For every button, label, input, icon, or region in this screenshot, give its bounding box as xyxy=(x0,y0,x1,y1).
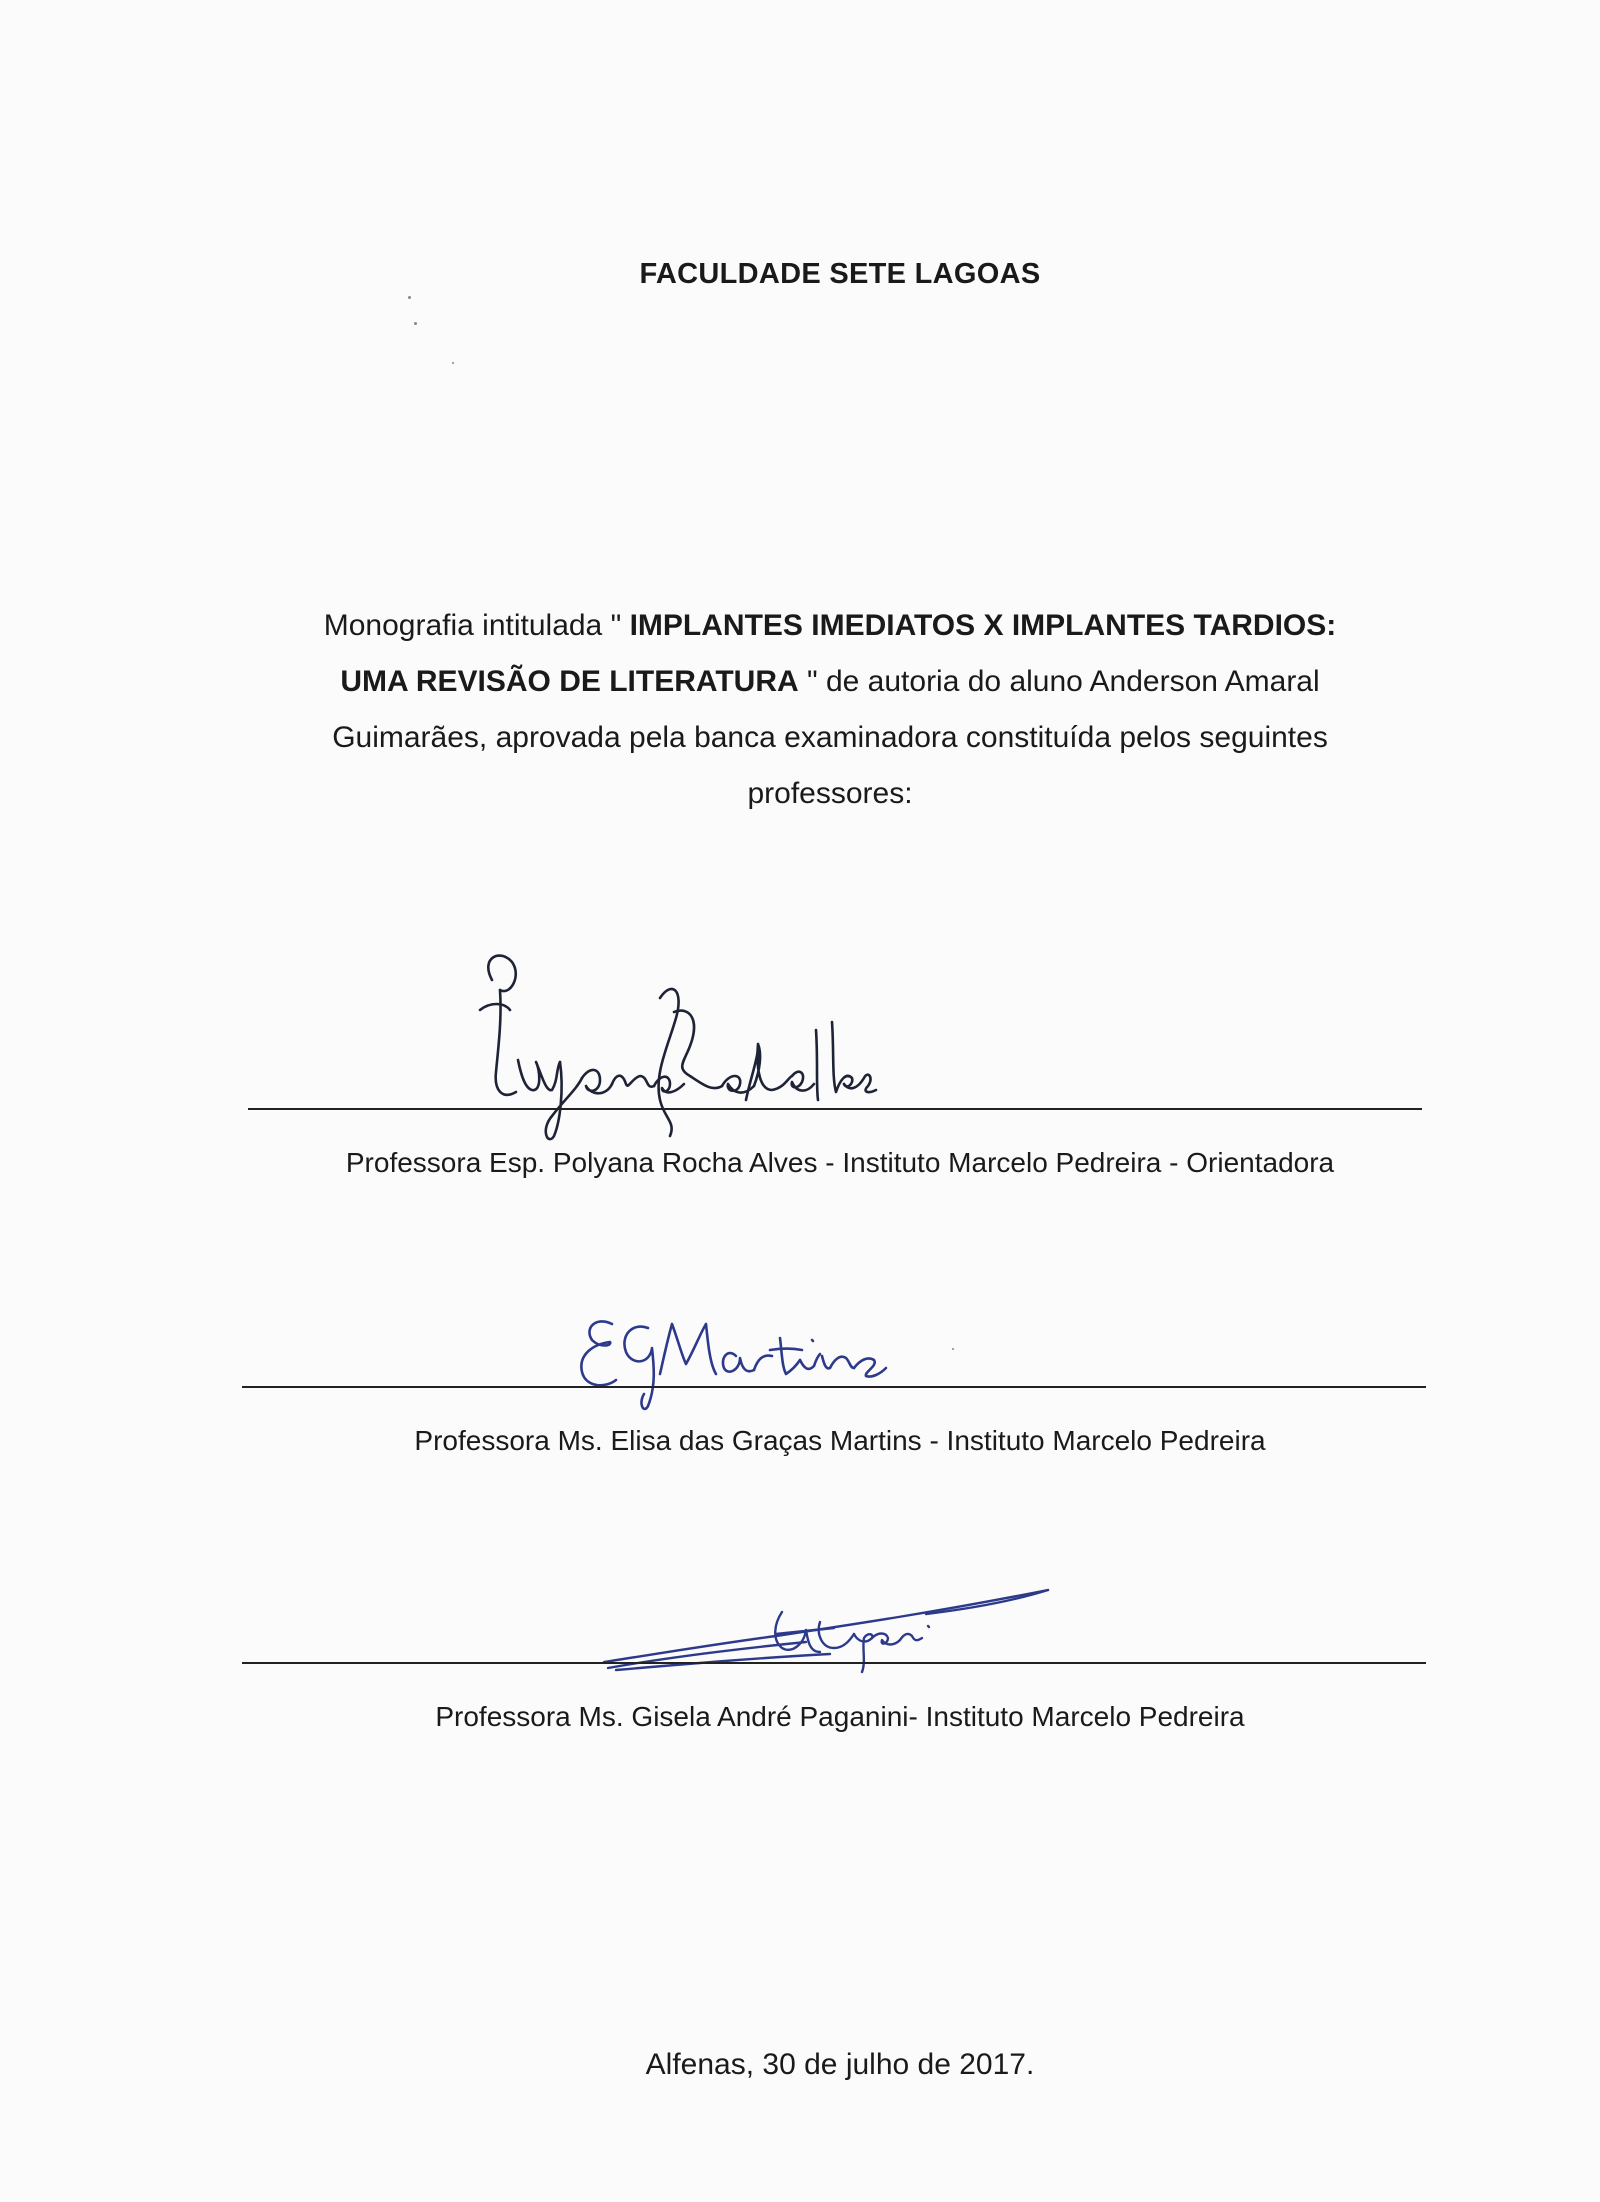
scan-speck xyxy=(408,296,411,299)
examiner-caption: Professora Ms. Gisela André Paganini- Instituto Marcelo Pedreira xyxy=(435,1701,1245,1732)
scan-speck xyxy=(452,362,454,364)
place-and-date: Alfenas, 30 de julho de 2017. xyxy=(645,2048,1035,2081)
approval-prefix: Monografia intitulada " xyxy=(323,609,630,642)
approval-statement xyxy=(290,598,1370,822)
approval-suffix: " de autoria do aluno Anderson Amaral Guimarães, aprovada pela banca examinadora constituída pelos seguintes professores: xyxy=(332,665,1328,810)
examiner-caption: Professora Esp. Polyana Rocha Alves - Instituto Marcelo Pedreira - Orientadora xyxy=(345,1147,1335,1178)
examiner-caption: Professora Ms. Elisa das Graças Martins - Instituto Marcelo Pedreira xyxy=(414,1425,1266,1456)
signature-polyana xyxy=(440,950,880,1155)
signature-line xyxy=(242,1386,1426,1388)
signature-line xyxy=(242,1662,1426,1664)
monograph-title-line2: UMA REVISÃO DE LITERATURA xyxy=(340,665,799,698)
signature-martins xyxy=(560,1310,890,1414)
monograph-title-line1: IMPLANTES IMEDIATOS X IMPLANTES TARDIOS: xyxy=(629,609,1337,642)
signature-line xyxy=(248,1108,1422,1110)
scan-speck xyxy=(952,1348,954,1350)
signature-paganini xyxy=(596,1582,1056,1682)
institution-name: FACULDADE SETE LAGOAS xyxy=(639,258,1041,290)
scan-speck xyxy=(414,322,417,325)
